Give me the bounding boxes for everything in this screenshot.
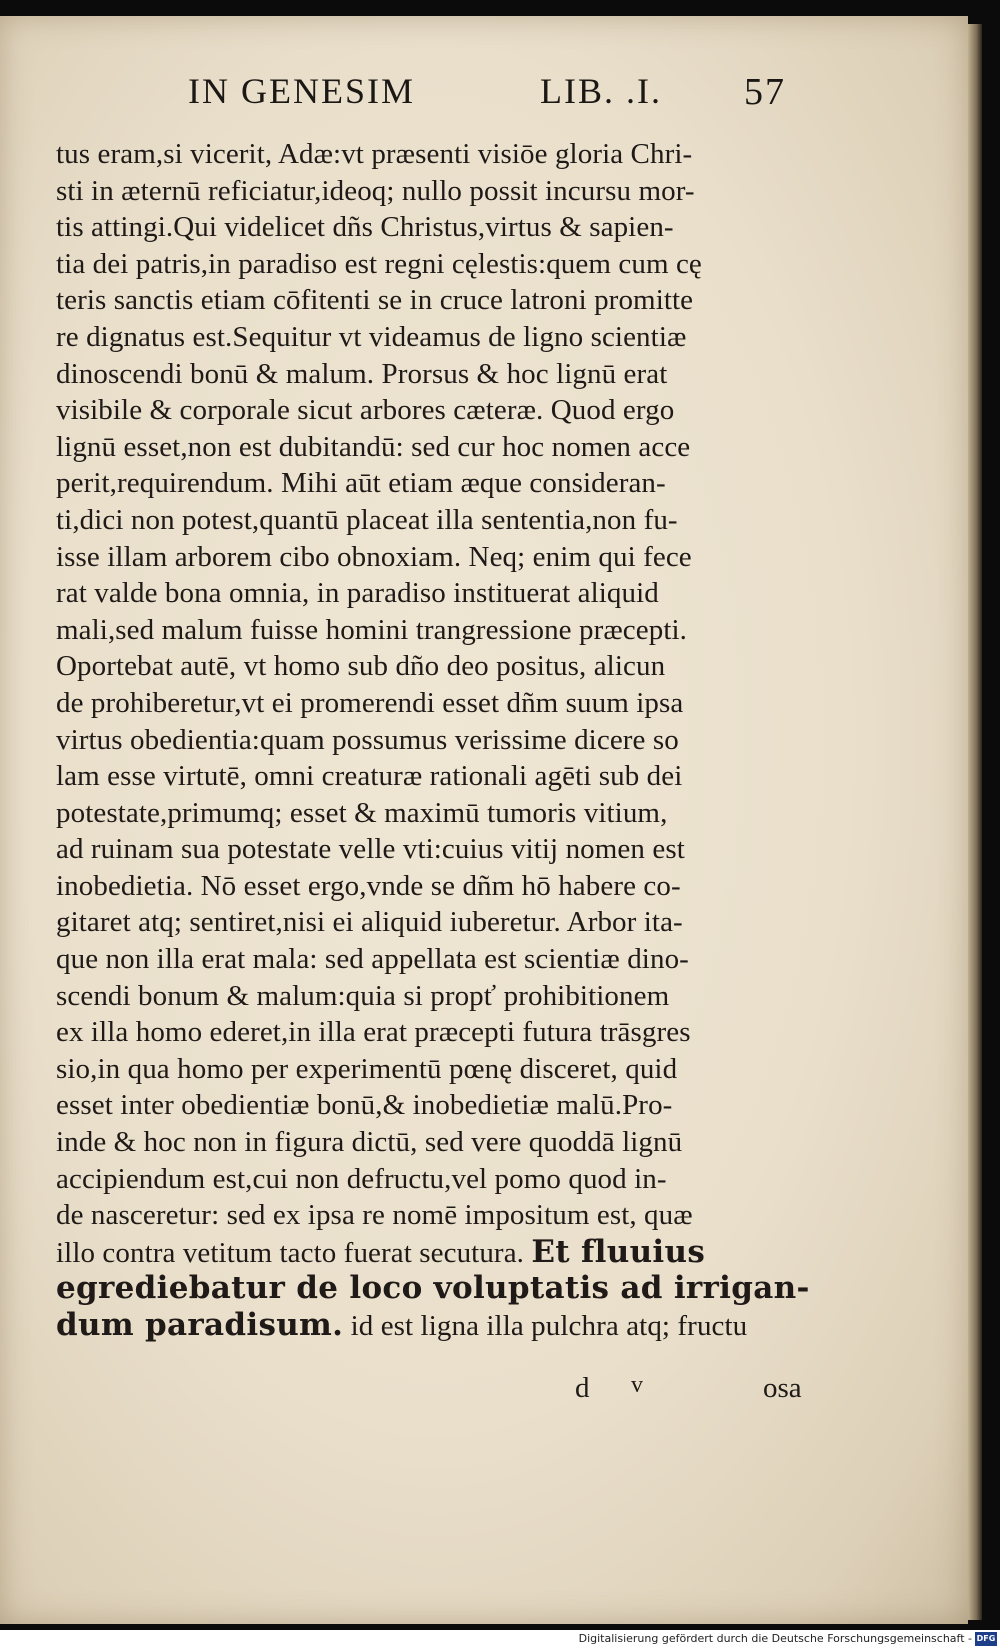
dfg-logo: DFG <box>975 1632 997 1646</box>
text-line <box>56 1307 796 1344</box>
text-line: virtus obedientia:quam possumus verissime dicere so <box>56 723 679 756</box>
funding-notice: Digitalisierung gefördert durch die Deutsche Forschungsgemeinschaft - <box>578 1632 972 1645</box>
text-line: perit,requirendum. Mihi aūt etiam æque consideran- <box>56 467 666 500</box>
running-head-book: LIB. .I. <box>540 71 662 111</box>
text-line: ad ruinam sua potestate velle vti:cuius vitij nomen est <box>56 833 685 866</box>
page-number: 57 <box>744 71 786 113</box>
text-line: sio,in qua homo per experimentū pœnę disceret, quid <box>56 1052 678 1085</box>
text-line: lignū esset,non est dubitandū: sed cur hoc nomen acce <box>56 430 691 463</box>
text-line: scendi bonum & malum:quia si propť prohibitionem <box>56 979 670 1012</box>
text-line-content: illo contra vetitum tacto fuerat secutura. <box>56 1236 525 1269</box>
text-line: isse illam arborem cibo obnoxiam. Neq; enim qui fece <box>56 540 692 573</box>
text-line: rat valde bona omnia, in paradiso instituerat aliquid <box>56 577 659 610</box>
text-line <box>56 1234 796 1271</box>
text-line: tus eram,si vicerit, Adæ:vt præsenti visiōe gloria Chri- <box>56 138 693 170</box>
text-line: teris sanctis etiam cōfitenti se in cruce latroni promitte <box>56 284 694 317</box>
text-line-content: id est ligna illa pulchra atq; fructu <box>343 1310 748 1342</box>
text-line: ti,dici non potest,quantū placeat illa sententia,non fu- <box>56 503 678 536</box>
text-line: sti in æternū reficiatur,ideoq; nullo possit incursu mor- <box>56 174 695 207</box>
text-line: esset inter obedientiæ bonū,& inobedietiæ malū.Pro- <box>56 1089 673 1122</box>
text-line: re dignatus est.Sequitur vt videamus de ligno scientiæ <box>56 320 687 353</box>
body-text <box>56 136 810 1344</box>
text-line: Oportebat autē, vt homo sub dño deo positus, alicun <box>56 650 666 683</box>
text-line: ex illa homo ederet,in illa erat præcepti futura trāsgres <box>56 1016 691 1049</box>
text-line: dinoscendi bonū & malum. Prorsus & hoc lignū erat <box>56 357 668 390</box>
blackletter-text: dum paradisum. <box>56 1307 344 1343</box>
blackletter-text: Et fluuius <box>531 1233 706 1270</box>
text-line: potestate,primumq; esset & maximū tumoris vitium, <box>56 796 668 829</box>
text-line: visibile & corporale sicut arbores cæteræ. Quod ergo <box>56 394 675 427</box>
text-line: que non illa erat mala: sed appellata est scientiæ dino- <box>56 943 689 976</box>
catchword-signature-a: d <box>575 1372 590 1404</box>
text-line: de nasceretur: sed ex ipsa re nomē impositum est, quæ <box>56 1199 693 1232</box>
text-line: de prohiberetur,vt ei promerendi esset dñm suum ipsa <box>56 686 684 719</box>
text-line: accipiendum est,cui non defructu,vel pomo quod in- <box>56 1162 667 1195</box>
catchword-signature-b: v <box>631 1372 643 1398</box>
text-line: inde & hoc non in figura dictū, sed vere quoddā lignū <box>56 1126 683 1159</box>
text-line: tis attingi.Qui videlicet dñs Christus,virtus & sapien- <box>56 211 674 244</box>
page-edge <box>968 24 982 1620</box>
text-line: gitaret atq; sentiret,nisi ei aliquid iuberetur. Arbor ita- <box>56 906 683 939</box>
blackletter-line: egrediebatur de loco voluptatis ad irrigan- <box>56 1270 810 1307</box>
running-head-title: IN GENESIM <box>188 71 415 111</box>
text-line: lam esse virtutē, omni creaturæ rationali agēti sub dei <box>56 760 683 793</box>
text-line: mali,sed malum fuisse homini trangressione præcepti. <box>56 613 687 646</box>
text-line: inobedietia. Nō esset ergo,vnde se dñm hō habere co- <box>56 869 681 902</box>
catchword-word: osa <box>763 1372 802 1404</box>
text-line: tia dei patris,in paradiso est regni cęlestis:quem cum cę <box>56 247 702 280</box>
